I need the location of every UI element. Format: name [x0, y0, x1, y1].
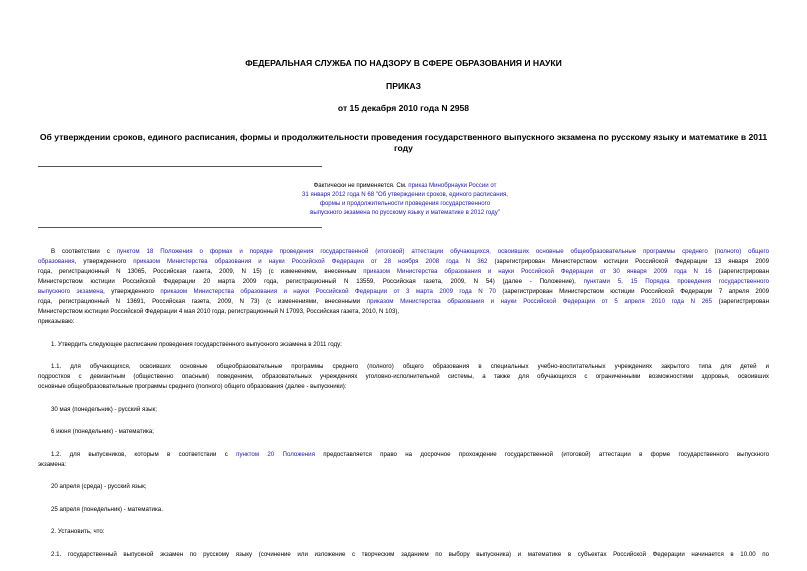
body-text: года, регистрационный N 13691, Российская газета, 2009, N 73) (с изменениями, внесенными: [38, 298, 367, 305]
text-line: [38, 247, 769, 257]
spacer: [38, 537, 769, 550]
text-line: подростков с девиантным (общественно опасным) поведением, образовательных учреждениях уголовно-исполнительной системы, а также для обучающихся с ограниченными возможностями здоровья, освоивших: [38, 373, 769, 380]
spacer: [38, 470, 769, 483]
spacer: [38, 392, 769, 405]
body-text: В соответствии с: [51, 248, 117, 255]
body-text: (зарегистрирован: [711, 268, 769, 275]
order-link[interactable]: приказом Министерства образования и науки Российской Федерации от 30 января 2009 года N 16: [363, 268, 712, 275]
text-line: [38, 257, 769, 267]
note-link[interactable]: 31 января 2012 года N 68 "Об утверждении сроков, единого расписания,: [302, 191, 508, 199]
schedule-entry: 30 мая (понедельник) - русский язык;: [51, 405, 157, 413]
procedure-link[interactable]: пунктами 5, 15 Порядка проведения государственного: [583, 278, 769, 285]
spacer: [38, 350, 769, 363]
clause-1: 1. Утвердить следующее расписание проведения государственного выпускного экзамена в 2011 году:: [51, 340, 342, 348]
note-bottom-divider: [38, 227, 322, 228]
regulation-link[interactable]: образования: [38, 258, 75, 265]
order-link[interactable]: приказом Министерства образования и науки Российской Федерации от 5 апреля 2010 года N 265: [366, 298, 712, 305]
spacer: [38, 327, 769, 340]
doc-type-heading: ПРИКАЗ: [386, 81, 421, 91]
order-link[interactable]: приказом Министерства образования и науки Российской Федерации от 28 ноября 2008 года N 362: [133, 258, 488, 265]
preamble-paragraph: [38, 247, 769, 327]
body-text: Министерством юстиции Российской Федерации 20 марта 2009 года, регистрационный N 13559, Российская газета, 2009, N 54) (далее - Положение),: [38, 278, 584, 285]
body-text: (зарегистрирован Министерством юстиции Российской Федерации 7 апреля 2009: [495, 288, 770, 295]
text-line: [38, 297, 769, 307]
agency-heading: ФЕДЕРАЛЬНАЯ СЛУЖБА ПО НАДЗОРУ В СФЕРЕ ОБРАЗОВАНИЯ И НАУКИ: [245, 58, 562, 68]
subject-heading: Об утверждении сроков, единого расписания, формы и продолжительности проведения государственного выпускного экзамена по русскому языку и математике в 2011 году: [39, 132, 768, 153]
note-link[interactable]: приказ Минобрнауки России от: [408, 182, 497, 189]
text-line: [38, 450, 769, 460]
document-body: [38, 247, 769, 560]
text-line: 1.1. для обучающихся, освоивших основные общеобразовательные программы среднего (полного) общего образования в специальных учебно-воспитательных учреждениях закрытого типа для детей и: [51, 363, 769, 370]
regulation-link[interactable]: пунктом 18 Положения о формах и порядке проведения государственной (итоговой) аттестации обучающихся, освоивших основные общеобразовательные программы среднего (полного) общего: [116, 248, 769, 255]
note-link[interactable]: формы и продолжительности проведения государственного: [319, 200, 491, 208]
schedule-entry: 20 апреля (среда) - русский язык;: [51, 483, 147, 490]
schedule-entry: 6 июня (понедельник) - математика;: [51, 428, 154, 435]
note-text: Фактически не применяется. См.: [313, 182, 409, 189]
schedule-entry: 25 апреля (понедельник) - математика.: [51, 505, 163, 513]
body-text: предоставляется право на досрочное прохождение государственной (итоговой) аттестации в форме государственного выпускного: [314, 450, 770, 458]
spacer: [38, 415, 769, 428]
note-top-divider: [38, 166, 322, 167]
note-line: [240, 181, 570, 190]
text-line: приказываю:: [38, 318, 75, 325]
text-line: [38, 287, 769, 297]
regulation-link[interactable]: пунктом 20 Положения: [236, 450, 315, 458]
text-line: Министерством юстиции Российской Федерации 4 мая 2010 года, регистрационный N 17093, Российская газета, 2010, N 103),: [38, 308, 400, 315]
body-text: , утвержденного: [74, 258, 134, 265]
text-line: [38, 277, 769, 287]
status-note: [240, 181, 570, 217]
procedure-link[interactable]: выпускного экзамена: [38, 288, 104, 295]
body-text: 1.2. для выпускников, которым в соответствии с: [51, 450, 237, 458]
note-link[interactable]: выпускного экзамена по русскому языку и математике в 2012 году": [310, 209, 500, 217]
clause-1-1: [38, 362, 769, 392]
body-text: (зарегистрирован: [712, 298, 769, 305]
text-line: основные общеобразовательные программы среднего (полного) общего образования (далее - выпускники):: [38, 383, 347, 390]
order-link[interactable]: приказом Министерства образования и науки Российской Федерации от 3 марта 2009 года N 70: [160, 288, 496, 295]
spacer: [38, 437, 769, 450]
body-text: , утвержденного: [103, 288, 161, 295]
clause-2: 2. Установить, что:: [51, 528, 105, 535]
spacer: [38, 492, 769, 505]
spacer: [38, 515, 769, 528]
text-line: экзамена:: [38, 460, 67, 468]
date-number-heading: от 15 декабря 2010 года N 2958: [337, 103, 470, 113]
body-text: года, регистрационный N 13065, Российская газета, 2009, N 15) (с изменением, внесенным: [38, 268, 364, 275]
clause-2-1: 2.1. государственный выпускной экзамен по русскому языку (сочинение или изложение с творческим заданием по выбору выпускника) и математике в субъектах Российской Федерации начинается в 10.00 по: [51, 550, 769, 558]
body-text: (зарегистрирован Министерством юстиции Российской Федерации 13 января 2009: [487, 258, 769, 265]
clause-1-2: [38, 450, 769, 470]
text-line: [38, 267, 769, 277]
